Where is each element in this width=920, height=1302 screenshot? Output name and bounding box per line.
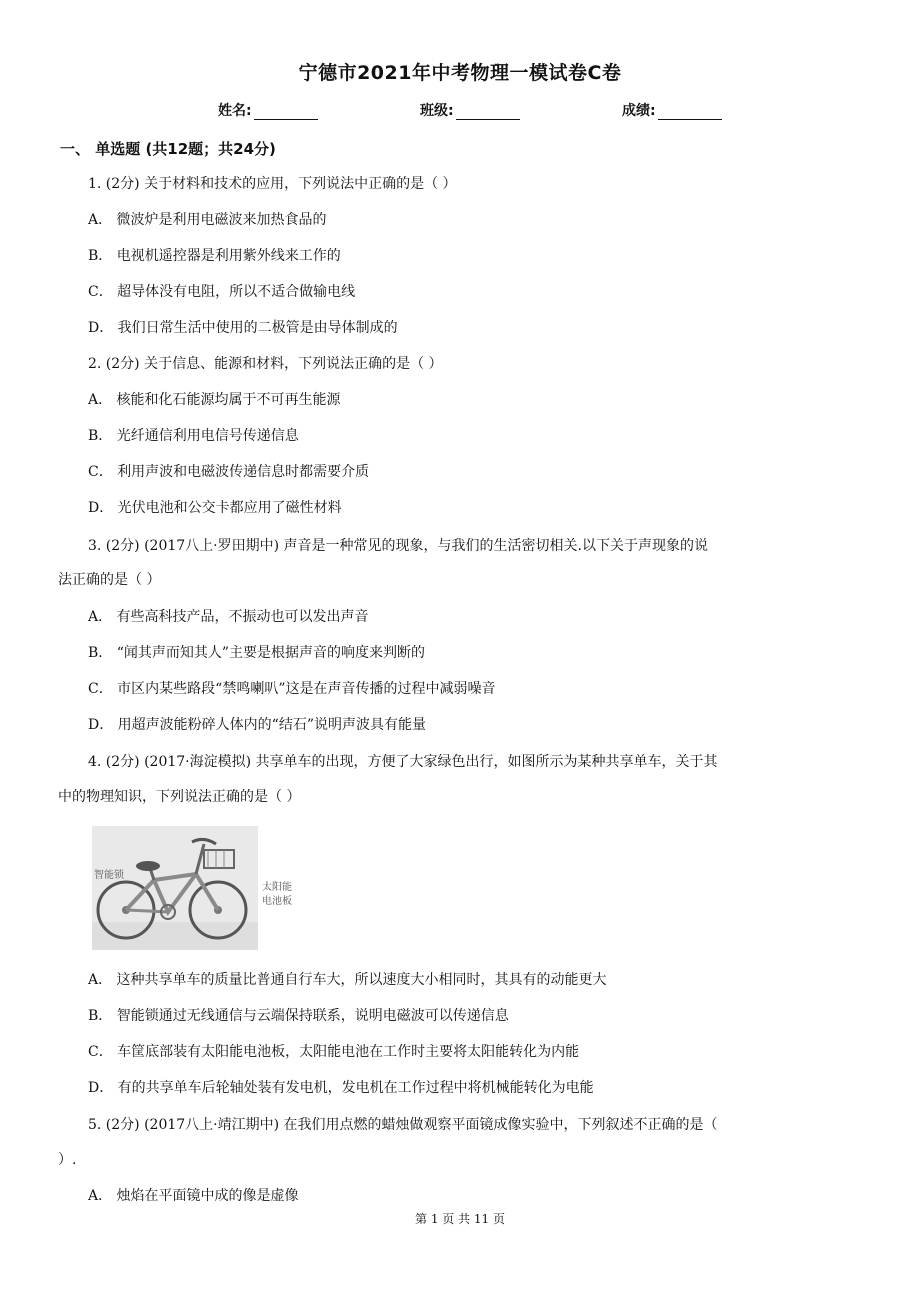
- name-label: 姓名:: [218, 103, 252, 119]
- page-footer: 第 1 页 共 11 页: [415, 1212, 505, 1226]
- question-2-option-a: A． 核能和化石能源均属于不可再生能源: [88, 392, 341, 408]
- question-4-option-a: A． 这种共享单车的质量比普通自行车大，所以速度大小相同时，其具有的动能更大: [88, 972, 607, 988]
- question-3-option-d: D． 用超声波能粉碎人体内的“结石”说明声波具有能量: [88, 717, 426, 733]
- question-1-stem: 1. (2分) 关于材料和技术的应用，下列说法中正确的是（ ）: [88, 176, 457, 192]
- question-5-stem-continued: ）.: [58, 1152, 77, 1168]
- question-1-option-b: B． 电视机遥控器是利用紫外线来工作的: [88, 248, 341, 264]
- score-field[interactable]: [622, 100, 722, 120]
- question-2-stem: 2. (2分) 关于信息、能源和材料，下列说法正确的是（ ）: [88, 356, 443, 372]
- question-3-stem-continued: 法正确的是（ ）: [58, 572, 161, 588]
- class-field[interactable]: [420, 100, 520, 120]
- shared-bike-figure: [92, 826, 292, 950]
- question-4-option-c: C． 车筐底部装有太阳能电池板，太阳能电池在工作时主要将太阳能转化为内能: [88, 1044, 580, 1060]
- question-3-stem: 3. (2分) (2017八上·罗田期中) 声音是一种常见的现象，与我们的生活密切相关.以下关于声现象的说: [88, 538, 708, 554]
- question-2-option-d: D． 光伏电池和公交卡都应用了磁性材料: [88, 500, 342, 516]
- name-blank[interactable]: [254, 105, 318, 120]
- score-blank[interactable]: [658, 105, 722, 120]
- question-4-option-b: B． 智能锁通过无线通信与云端保持联系，说明电磁波可以传递信息: [88, 1008, 509, 1024]
- question-4-stem: 4. (2分) (2017·海淀模拟) 共享单车的出现，方便了大家绿色出行，如图所示为某种共享单车，关于其: [88, 754, 718, 770]
- section-heading: 一、 单选题 (共12题；共24分): [60, 140, 276, 158]
- question-4-option-d: D． 有的共享单车后轮轴处装有发电机，发电机在工作过程中将机械能转化为电能: [88, 1080, 594, 1096]
- question-2-option-c: C． 利用声波和电磁波传递信息时都需要介质: [88, 464, 370, 480]
- figure-label-solar-2: 电池板: [262, 896, 292, 907]
- name-field[interactable]: [218, 100, 318, 120]
- question-3-option-c: C． 市区内某些路段“禁鸣喇叭”这是在声音传播的过程中减弱噪音: [88, 681, 496, 697]
- question-5-stem: 5. (2分) (2017八上·靖江期中) 在我们用点燃的蜡烛做观察平面镜成像实验中，下列叙述不正确的是（: [88, 1117, 718, 1133]
- question-1-option-c: C． 超导体没有电阻，所以不适合做输电线: [88, 284, 356, 300]
- question-2-option-b: B． 光纤通信利用电信号传递信息: [88, 428, 299, 444]
- question-1-option-d: D． 我们日常生活中使用的二极管是由导体制成的: [88, 320, 398, 336]
- question-4-stem-continued: 中的物理知识，下列说法正确的是（ ）: [58, 789, 301, 805]
- page-title: 宁德市2021年中考物理一模试卷C卷: [298, 62, 622, 84]
- question-1-option-a: A． 微波炉是利用电磁波来加热食品的: [88, 212, 327, 228]
- score-label: 成绩:: [622, 103, 656, 119]
- class-blank[interactable]: [456, 105, 520, 120]
- figure-label-smart-lock: 智能锁: [94, 870, 124, 881]
- bicycle-illustration: [92, 826, 258, 950]
- question-3-option-b: B． “闻其声而知其人”主要是根据声音的响度来判断的: [88, 645, 426, 661]
- class-label: 班级:: [420, 103, 454, 119]
- question-3-option-a: A． 有些高科技产品，不振动也可以发出声音: [88, 609, 369, 625]
- figure-label-solar-1: 太阳能: [262, 882, 292, 893]
- question-5-option-a: A． 烛焰在平面镜中成的像是虚像: [88, 1188, 299, 1204]
